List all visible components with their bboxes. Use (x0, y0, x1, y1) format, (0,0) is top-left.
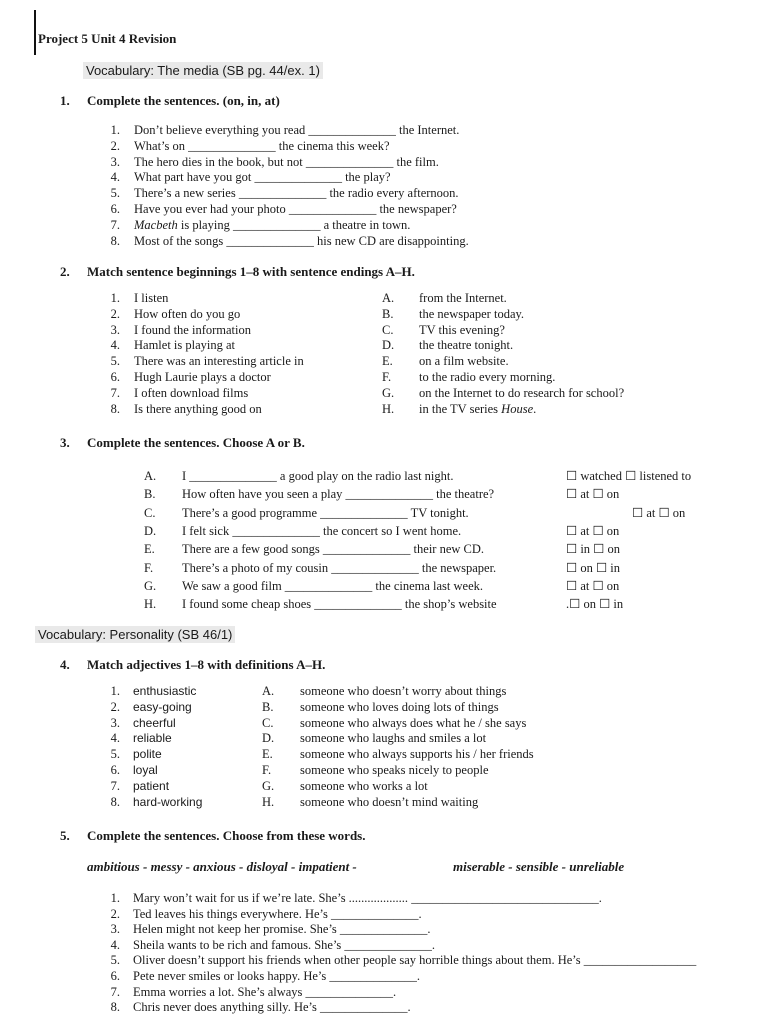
question-text-start: The hero dies in the book, but not (134, 154, 303, 169)
sentence-row (0, 968, 768, 984)
sentence-text (133, 999, 411, 1015)
exercise-1-heading: Complete the sentences. (on, in, at) (87, 93, 280, 108)
exercise-5-heading: Complete the sentences. Choose from these words. (87, 828, 366, 843)
ending-text-main: from the Internet. (419, 291, 507, 305)
adjective-text: polite (133, 747, 162, 762)
choice-text-end: the shop’s website (404, 597, 497, 612)
adjective-number: 3. (110, 715, 120, 730)
answer-blank[interactable]: ______________ (232, 523, 320, 538)
ending-text-main: in the TV series (419, 401, 502, 416)
choice-row (0, 505, 768, 521)
answer-blank[interactable]: ______________ (345, 487, 433, 502)
question-text-start: What’s on (134, 138, 186, 153)
ending-text (419, 401, 536, 417)
choice-row (0, 523, 768, 539)
sentence-row (0, 999, 768, 1015)
answer-blank[interactable]: ______________ (305, 154, 394, 169)
question-number: 6. (110, 202, 120, 216)
match-row (0, 337, 768, 353)
choice-letter: C. (144, 505, 156, 520)
beginning-number: 5. (110, 354, 120, 369)
question-text (134, 138, 390, 154)
ending-text-main: on a film website. (419, 354, 509, 369)
sentence-text-start: Sheila wants to be rich and famous. She’s (133, 937, 342, 952)
sentence-number: 2. (110, 906, 120, 921)
choice-row (0, 468, 768, 484)
choice-text-end: TV tonight. (410, 505, 469, 520)
beginning-number: 6. (110, 370, 120, 384)
answer-blank[interactable]: ______________. (344, 937, 436, 952)
choice-letter: B. (144, 487, 156, 502)
ending-text (419, 306, 524, 322)
beginning-text: Hamlet is playing at (134, 338, 236, 353)
exercise-3-number: 3. (60, 435, 70, 450)
choice-row (0, 560, 768, 576)
adjective-number: 1. (110, 684, 120, 698)
ending-letter: A. (382, 291, 395, 305)
definition-text: someone who always does what he / she says (300, 715, 527, 730)
sentence-number: 8. (110, 1000, 120, 1015)
adjective-number: 4. (110, 731, 120, 746)
answer-options[interactable]: ☐ at ☐ on (566, 578, 620, 593)
choice-text (182, 596, 497, 612)
question-text-end: a theatre in town. (323, 217, 411, 232)
adjective-text: easy-going (133, 699, 192, 714)
margin-line (34, 10, 36, 55)
beginning-text: There was an interesting article in (134, 354, 304, 369)
match-row (0, 683, 768, 699)
sentence-row (0, 952, 768, 968)
question-text-end: his new CD are disappointing. (317, 233, 469, 248)
adjective-text: reliable (133, 731, 172, 746)
question-text-end: the film. (396, 154, 439, 169)
question-number: 4. (110, 170, 120, 185)
answer-blank[interactable]: ______________ (284, 578, 373, 593)
choice-letter: D. (144, 523, 157, 538)
question-text-end: the radio every afternoon. (329, 186, 459, 201)
answer-options[interactable]: .☐ on ☐ in (566, 597, 624, 612)
answer-options[interactable]: ☐ in ☐ on (566, 542, 621, 557)
match-row (0, 794, 768, 810)
sentence-text-start: Ted leaves his things everywhere. He’s (133, 906, 328, 921)
answer-blank[interactable]: ______________ (288, 202, 377, 216)
definition-text: someone who speaks nicely to people (300, 763, 489, 777)
choice-letter: G. (144, 578, 157, 593)
answer-blank[interactable]: ______________. (305, 984, 397, 999)
choice-row (0, 578, 768, 594)
match-row (0, 715, 768, 731)
adjective-number: 6. (110, 763, 120, 777)
ending-letter: E. (382, 354, 393, 369)
choice-text (182, 468, 454, 484)
answer-blank[interactable]: ______________ (331, 560, 419, 575)
choice-text (182, 560, 496, 576)
definition-letter: A. (262, 684, 275, 698)
exercise-2-number: 2. (60, 264, 70, 279)
beginning-text: I found the information (134, 322, 251, 337)
choice-text-start: We saw a good film (182, 578, 282, 593)
answer-blank[interactable]: ______________ (322, 542, 411, 557)
definition-letter: C. (262, 715, 274, 730)
choice-text-start: I (182, 469, 187, 483)
sentence-number: 3. (110, 922, 120, 937)
question-text-end: the play? (345, 170, 391, 185)
sentence-row (0, 921, 768, 937)
question-text (134, 154, 439, 170)
question-text (134, 233, 469, 249)
answer-blank[interactable]: ______________. (339, 922, 431, 937)
ending-letter: F. (382, 370, 392, 384)
beginning-number: 2. (110, 306, 120, 321)
answer-blank[interactable]: __________________ (583, 953, 697, 968)
answer-blank[interactable]: ______________ (189, 469, 277, 483)
sentence-text (133, 984, 396, 1000)
sentence-text (133, 968, 420, 984)
definition-letter: E. (262, 747, 273, 762)
beginning-number: 1. (110, 291, 120, 305)
question-text (134, 122, 459, 138)
question-text-italic: Macbeth (134, 217, 178, 232)
adjective-number: 7. (110, 778, 120, 793)
answer-blank[interactable]: ______________ (232, 217, 321, 232)
definition-text: someone who laughs and smiles a lot (300, 731, 487, 746)
match-row (0, 730, 768, 746)
question-row (0, 201, 768, 217)
sentence-text (133, 890, 602, 906)
sentence-text-start: Mary won’t wait for us if we’re late. She’s ................... (133, 891, 409, 905)
question-text-start: Have you ever had your photo (134, 202, 286, 216)
exercise-3-heading: Complete the sentences. Choose A or B. (87, 435, 305, 450)
question-text (134, 169, 391, 185)
sentence-number: 7. (110, 984, 120, 999)
sentence-text (133, 952, 696, 968)
choice-text-start: There’s a photo of my cousin (182, 560, 329, 575)
beginning-text: I often download films (134, 385, 249, 400)
section-heading-media: Vocabulary: The media (SB pg. 44/ex. 1) (83, 62, 323, 79)
choice-text-end: the cinema last week. (375, 578, 484, 593)
answer-blank[interactable]: ______________ (320, 505, 408, 520)
ending-text (419, 385, 624, 401)
definition-text: someone who always supports his / her friends (300, 747, 534, 762)
definition-text: someone who doesn’t mind waiting (300, 794, 479, 809)
ending-text-main: to the radio every morning. (419, 370, 556, 384)
choice-text-end: their new CD. (413, 542, 485, 557)
question-row (0, 122, 768, 138)
ending-text-main: the newspaper today. (419, 306, 525, 321)
choice-text-end: the newspaper. (421, 560, 497, 575)
ending-letter: D. (382, 338, 395, 353)
sentence-number: 1. (110, 891, 120, 905)
choice-letter: E. (144, 542, 155, 557)
sentence-text-start: Oliver doesn’t support his friends when other people say horrible things about them. He’s (133, 953, 581, 968)
question-text (134, 185, 459, 201)
adjective-number: 2. (110, 699, 120, 714)
match-row (0, 746, 768, 762)
question-number: 3. (110, 154, 120, 169)
choice-letter: H. (144, 597, 157, 612)
question-text-start: There’s a new series (134, 186, 236, 201)
answer-blank[interactable]: ______________ (308, 123, 396, 137)
ending-letter: C. (382, 322, 394, 337)
answer-blank[interactable]: ______________ (314, 597, 402, 612)
choice-letter: F. (144, 560, 154, 575)
choice-row (0, 486, 768, 502)
question-row (0, 169, 768, 185)
definition-letter: B. (262, 699, 274, 714)
sentence-text-start: Helen might not keep her promise. She’s (133, 922, 337, 937)
sentence-row (0, 984, 768, 1000)
adjective-number: 8. (110, 794, 120, 809)
question-row (0, 233, 768, 249)
beginning-text: Hugh Laurie plays a doctor (134, 370, 271, 384)
answer-blank[interactable]: ______________ (254, 170, 342, 185)
definition-letter: D. (262, 731, 275, 746)
exercise-4-number: 4. (60, 657, 70, 672)
sentence-row (0, 906, 768, 922)
page-title: Project 5 Unit 4 Revision (38, 31, 177, 46)
beginning-number: 8. (110, 401, 120, 416)
choice-text-start: There are a few good songs (182, 542, 320, 557)
answer-blank[interactable]: ______________. (331, 906, 422, 921)
question-row (0, 217, 768, 233)
match-row (0, 353, 768, 369)
word-list-part-2: miserable - sensible - unreliable (453, 859, 625, 874)
ending-text (419, 290, 507, 306)
ending-text-end: . (533, 401, 537, 416)
match-row (0, 290, 768, 306)
match-row (0, 699, 768, 715)
answer-options[interactable]: ☐ at ☐ on (632, 505, 686, 520)
adjective-text: loyal (133, 763, 158, 777)
ending-text-main: the theatre tonight. (419, 338, 514, 353)
answer-blank[interactable]: ______________ (226, 233, 314, 248)
answer-blank[interactable]: ______________ (238, 186, 327, 201)
sentence-row (0, 937, 768, 953)
question-row (0, 138, 768, 154)
beginning-number: 4. (110, 338, 120, 353)
answer-blank[interactable]: ______________________________. (411, 891, 602, 905)
definition-text: someone who works a lot (300, 778, 428, 793)
answer-blank[interactable]: ______________. (329, 969, 420, 983)
choice-row (0, 541, 768, 557)
answer-blank[interactable]: ______________ (188, 138, 276, 153)
question-text-end: the cinema this week? (278, 138, 390, 153)
ending-text (419, 353, 509, 369)
ending-letter: H. (382, 401, 395, 416)
sentence-row (0, 890, 768, 906)
exercise-2-heading: Match sentence beginnings 1–8 with sentence endings A–H. (87, 264, 415, 279)
question-text-start: Don’t believe everything you read (134, 123, 306, 137)
definition-letter: F. (262, 763, 272, 777)
question-text-start: What part have you got (134, 170, 252, 185)
question-number: 1. (110, 123, 120, 137)
definition-letter: H. (262, 794, 275, 809)
definition-letter: G. (262, 778, 275, 793)
adjective-text: hard-working (133, 794, 203, 809)
choice-letter: A. (144, 469, 157, 483)
adjective-text: enthusiastic (133, 684, 197, 698)
definition-text: someone who doesn’t worry about things (300, 684, 507, 698)
choice-text-end: the theatre? (436, 487, 495, 502)
choice-text-end: the concert so I went home. (322, 523, 462, 538)
definition-text: someone who loves doing lots of things (300, 699, 499, 714)
sentence-number: 6. (110, 969, 120, 983)
choice-text-start: There’s a good programme (182, 505, 318, 520)
ending-text-italic: House (501, 401, 534, 416)
answer-options[interactable]: ☐ at ☐ on (566, 487, 620, 502)
match-row (0, 762, 768, 778)
choice-text (182, 541, 484, 557)
ending-text-main: TV this evening? (419, 322, 505, 337)
beginning-text: How often do you go (134, 306, 241, 321)
adjective-text: patient (133, 778, 170, 793)
section-heading-personality: Vocabulary: Personality (SB 46/1) (35, 626, 235, 643)
question-number: 8. (110, 233, 120, 248)
question-text-end: the newspaper? (379, 202, 457, 216)
sentence-text (133, 921, 431, 937)
question-number: 2. (110, 138, 120, 153)
choice-row (0, 596, 768, 612)
question-row (0, 185, 768, 201)
answer-options[interactable]: ☐ at ☐ on (566, 523, 620, 538)
choice-text-start: How often have you seen a play (182, 487, 343, 502)
match-row (0, 401, 768, 417)
exercise-5-number: 5. (60, 828, 70, 843)
answer-options[interactable]: ☐ watched ☐ listened to (566, 469, 692, 483)
adjective-text: cheerful (133, 715, 176, 730)
ending-text-main: on the Internet to do research for school? (419, 385, 625, 400)
ending-letter: G. (382, 385, 395, 400)
match-row (0, 322, 768, 338)
choice-text (182, 523, 461, 539)
question-text-end: the Internet. (399, 123, 460, 137)
exercise-4-heading: Match adjectives 1–8 with definitions A–H. (87, 657, 326, 672)
beginning-number: 7. (110, 385, 120, 400)
sentence-number: 5. (110, 953, 120, 968)
answer-blank[interactable]: ______________. (320, 1000, 411, 1015)
question-number: 5. (110, 186, 120, 201)
beginning-number: 3. (110, 322, 120, 337)
match-row (0, 385, 768, 401)
adjective-number: 5. (110, 747, 120, 762)
sentence-number: 4. (110, 937, 120, 952)
choice-text-start: I found some cheap shoes (182, 597, 312, 612)
choice-text (182, 578, 483, 594)
question-number: 7. (110, 217, 120, 232)
sentence-text (133, 906, 422, 922)
beginning-text: Is there anything good on (134, 401, 262, 416)
answer-options[interactable]: ☐ on ☐ in (566, 560, 621, 575)
beginning-text: I listen (134, 291, 169, 305)
question-text-start: is playing (177, 217, 230, 232)
choice-text-start: I felt sick (182, 523, 230, 538)
choice-text (182, 505, 469, 521)
match-row (0, 306, 768, 322)
word-list-part-1: ambitious - messy - anxious - disloyal - impatient - (87, 859, 357, 874)
ending-letter: B. (382, 306, 394, 321)
match-row (0, 778, 768, 794)
sentence-text (133, 937, 435, 953)
ending-text (419, 322, 505, 338)
ending-text (419, 369, 555, 385)
sentence-text-start: Chris never does anything silly. He’s (133, 1000, 317, 1015)
choice-text (182, 486, 494, 502)
question-row (0, 154, 768, 170)
match-row (0, 369, 768, 385)
question-text (134, 217, 410, 233)
ending-text (419, 337, 513, 353)
sentence-text-start: Emma worries a lot. She’s always (133, 984, 303, 999)
question-text (134, 201, 457, 217)
sentence-text-start: Pete never smiles or looks happy. He’s (133, 969, 327, 983)
question-text-start: Most of the songs (134, 233, 224, 248)
exercise-1-number: 1. (60, 93, 70, 108)
choice-text-end: a good play on the radio last night. (279, 469, 454, 483)
